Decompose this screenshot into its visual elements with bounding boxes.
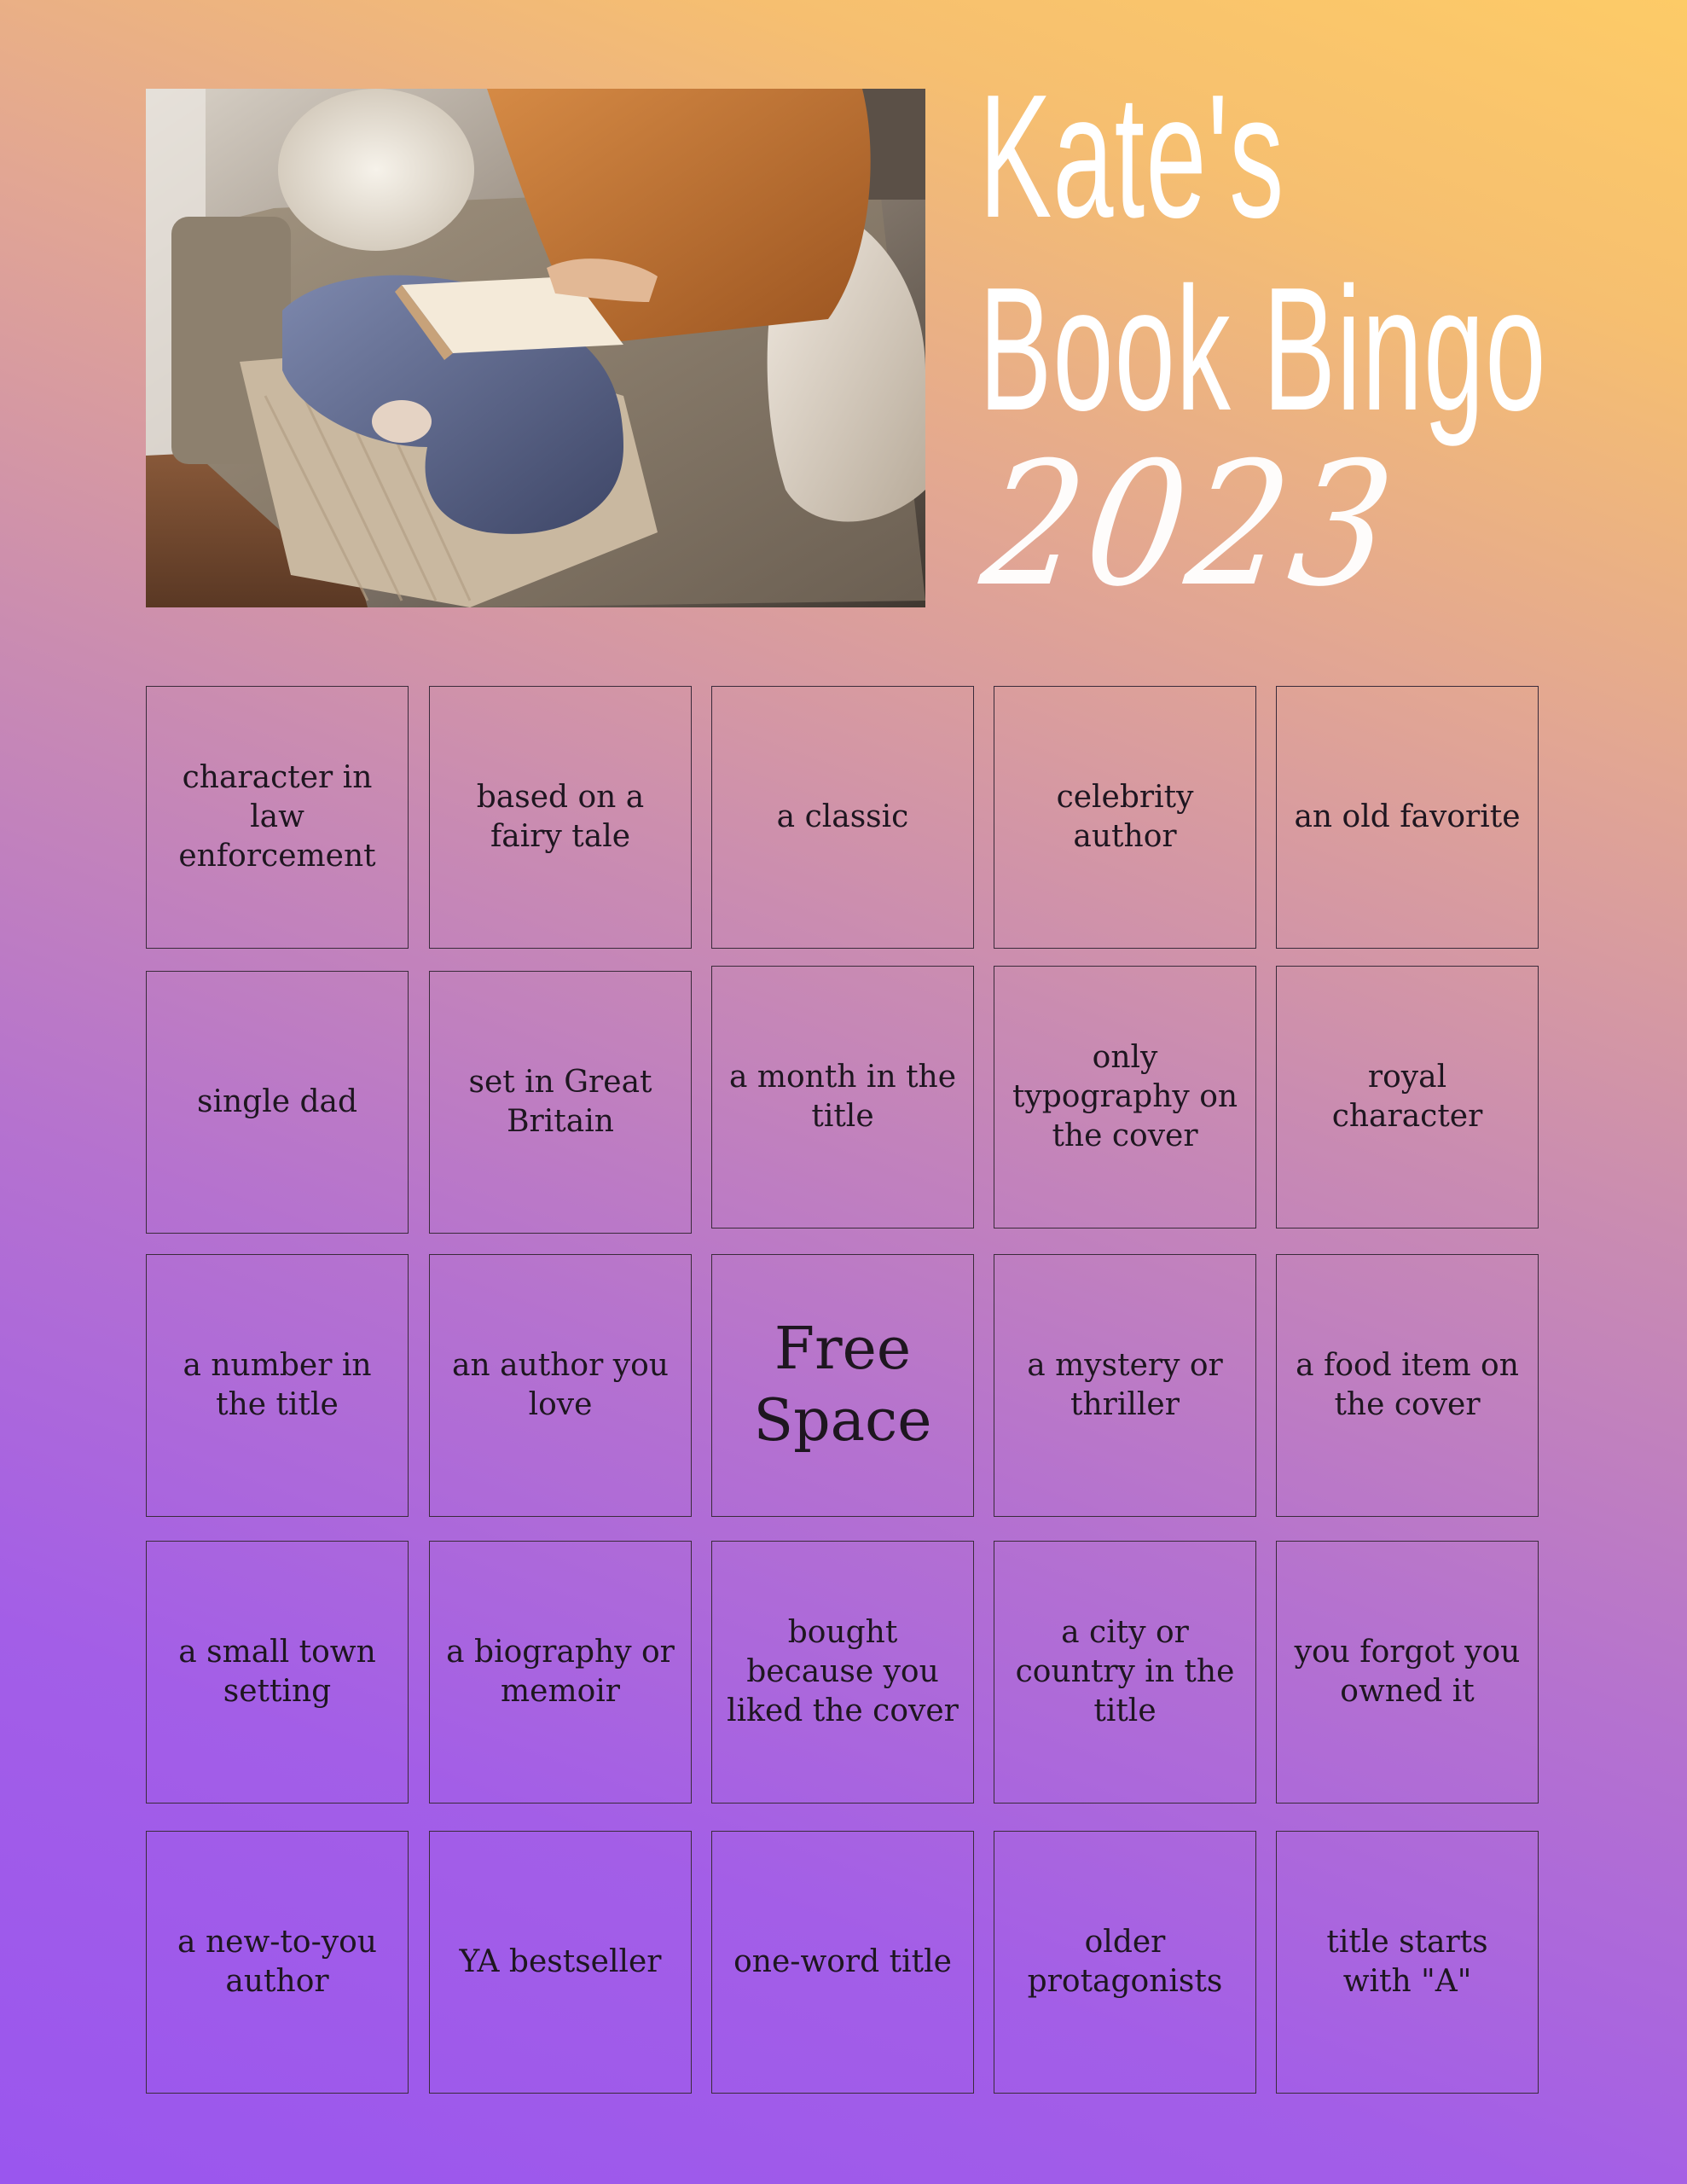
bingo-cell[interactable]	[429, 686, 692, 949]
bingo-cell-text: you forgot you owned it	[1294, 1635, 1521, 1709]
bingo-cell-text: a mystery or thriller	[1027, 1348, 1223, 1422]
bingo-cell-text: single dad	[196, 1084, 358, 1119]
bingo-cell[interactable]	[1276, 1254, 1539, 1517]
bingo-cell-text: based on a fairy tale	[476, 780, 645, 854]
bingo-cell[interactable]	[994, 966, 1256, 1228]
bingo-cell-text: older protagonists	[1027, 1925, 1223, 1999]
bingo-cell[interactable]	[429, 1541, 692, 1804]
bingo-cell[interactable]	[429, 971, 692, 1234]
bingo-cell-text: an author you love	[452, 1348, 669, 1422]
bingo-cell-text: a number in the title	[183, 1348, 372, 1422]
bingo-cell[interactable]	[1276, 1541, 1539, 1804]
bingo-cell-text: a city or country in the title	[1015, 1615, 1235, 1728]
bingo-cell[interactable]	[711, 1831, 974, 2094]
bingo-cell[interactable]	[429, 1831, 692, 2094]
bingo-cell-text: a new-to-you author	[177, 1925, 377, 1999]
free-space-cell[interactable]	[711, 1254, 974, 1517]
title-line-1: Kate's	[979, 58, 1285, 254]
bingo-cell-text: title starts with "A"	[1326, 1925, 1488, 1999]
bingo-cell-text: a month in the title	[728, 1060, 957, 1134]
bingo-cell[interactable]	[146, 1254, 409, 1517]
bingo-cell-text: a food item on the cover	[1296, 1348, 1519, 1422]
bingo-cell-text: character in law enforcement	[178, 760, 376, 874]
bingo-cell[interactable]	[711, 686, 974, 949]
bingo-cell-text: YA bestseller	[459, 1944, 662, 1979]
bingo-cell[interactable]	[994, 1254, 1256, 1517]
bingo-cell[interactable]	[994, 1831, 1256, 2094]
bingo-cell-text: an old favorite	[1294, 799, 1521, 834]
bingo-cell-text: a small town setting	[178, 1635, 376, 1709]
title-line-2: Book Bingo	[979, 251, 1547, 447]
bingo-cell[interactable]	[711, 966, 974, 1228]
bingo-cell-text: a classic	[776, 799, 909, 834]
bingo-cell-text: set in Great Britain	[468, 1065, 652, 1139]
bingo-cell-text: one-word title	[733, 1944, 952, 1979]
bingo-cell-text: a biography or memoir	[446, 1635, 675, 1709]
bingo-cell[interactable]	[146, 971, 409, 1234]
title-year: 2023	[972, 426, 1407, 624]
bingo-cell[interactable]	[994, 1541, 1256, 1804]
bingo-cell[interactable]	[146, 686, 409, 949]
bingo-cell-text: only typography on the cover	[1012, 1040, 1238, 1153]
bingo-cell[interactable]	[146, 1541, 409, 1804]
bingo-cell[interactable]	[994, 686, 1256, 949]
bingo-cell[interactable]	[429, 1254, 692, 1517]
bingo-cell[interactable]	[1276, 686, 1539, 949]
bingo-cell[interactable]	[1276, 966, 1539, 1228]
bingo-cell[interactable]	[146, 1831, 409, 2094]
bingo-cell-text: royal character	[1331, 1060, 1483, 1134]
bingo-cell[interactable]	[711, 1541, 974, 1804]
bingo-cell[interactable]	[1276, 1831, 1539, 2094]
bingo-cell-text: bought because you liked the cover	[727, 1615, 959, 1728]
free-space-text: Free Space	[753, 1316, 932, 1455]
bingo-cell-text: celebrity author	[1056, 780, 1194, 854]
